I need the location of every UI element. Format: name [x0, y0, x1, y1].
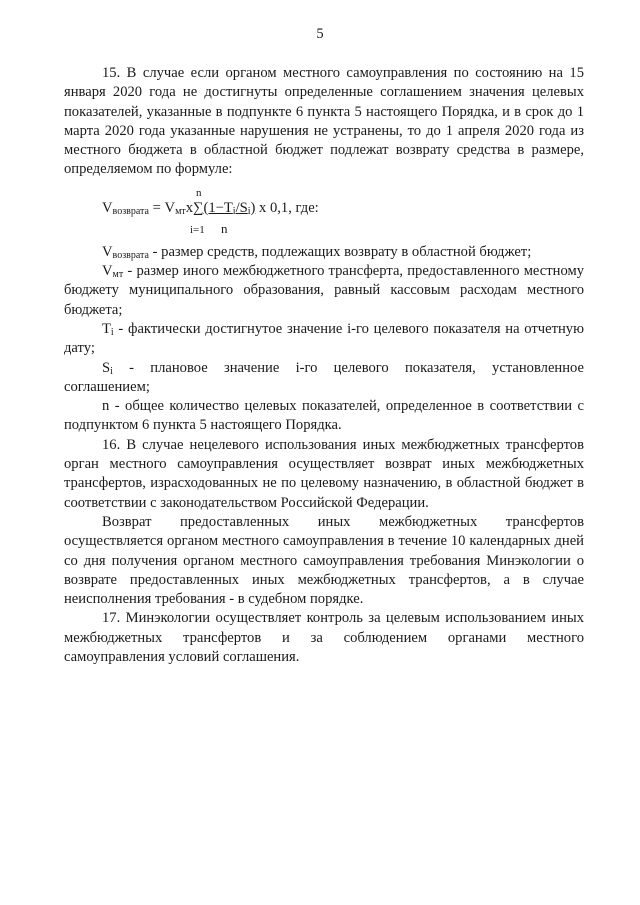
- paragraph-17: 17. Минэкологии осуществляет контроль за целевым использованием иных межбюджетных трансфертов и за соблюдением органами местного самоуправления условий соглашения.: [64, 610, 584, 666]
- definition-t-text: - фактически достигнутое значение i-го целевого показателя на отчетную дату;: [64, 320, 584, 357]
- formula-sigma: ∑: [193, 199, 204, 216]
- formula-s-subscript: i: [247, 205, 251, 217]
- definition-t: [64, 320, 584, 359]
- formula-t-subscript: i: [232, 205, 236, 217]
- formula-sum-upper-limit: n: [196, 186, 202, 199]
- definition-t-term: [102, 321, 114, 337]
- formula-denominator: n: [221, 220, 228, 236]
- formula-numerator: [203, 200, 255, 216]
- definition-n: n - общее количество целевых показателей, определенное в соответствии с подпунктом 6 пункта 5 настоящего Порядка.: [64, 398, 584, 434]
- formula: [64, 184, 584, 242]
- definition-vmt-subscript: мт: [112, 269, 124, 281]
- document-body: [64, 64, 584, 667]
- definition-vmt-symbol: V: [102, 263, 113, 280]
- definition-v-term: [102, 244, 149, 260]
- definition-t-symbol: T: [102, 320, 111, 337]
- formula-lhs-symbol: V: [102, 199, 113, 216]
- formula-tail: x 0,1, где:: [255, 199, 319, 216]
- definition-vmt-text: - размер иного межбюджетного трансферта, предоставленного местному бюджету муниципального образования, равный кассовым расходам местного бюджета;: [64, 263, 584, 318]
- page-number: 5: [316, 26, 324, 42]
- formula-lhs-subscript: возврата: [112, 205, 149, 217]
- paragraph-16-return: Возврат предоставленных иных межбюджетных трансфертов осуществляется органом местного самоуправления в течение 10 календарных дней со дня получения органом местного самоуправления требования Минэкологии о возврате предоставленных иных межбюджетных трансфертов, а в случае неисполнения требования - в судебном порядке.: [64, 513, 584, 608]
- definition-vmt: [64, 262, 584, 320]
- formula-times: x: [185, 199, 194, 216]
- definition-v-subscript: возврата: [112, 249, 149, 261]
- definition-s-term: [102, 360, 113, 376]
- definition-v-symbol: V: [102, 243, 113, 260]
- definition-s-subscript: i: [110, 365, 113, 377]
- formula-main-line: [102, 199, 319, 218]
- formula-vmt-symbol: V: [164, 199, 176, 216]
- formula-equals: =: [148, 199, 165, 216]
- paragraph-15: 15. В случае если органом местного самоуправления по состоянию на 15 января 2020 года не достигнуты определенные соглашением значения целевых показателей, указанные в подпункте 6 пункта 5 настоящего Порядка, и в срок до 1 марта 2020 года указанные нарушения не устранены, то до 1 апреля 2020 года из местного бюджета в областной бюджет подлежат возврату средства в размере, определяемом по формуле:: [64, 65, 584, 178]
- paragraph-16: 16. В случае нецелевого использования иных межбюджетных трансфертов орган местного самоуправления осуществляет возврат иных межбюджетных трансфертов, израсходованных не по целевому назначению, в областной бюджет в соответствии с законодательством Российской Федерации.: [64, 436, 584, 511]
- definition-s-symbol: S: [102, 359, 111, 376]
- formula-close-paren: ): [250, 199, 256, 216]
- definition-v-text: - размер средств, подлежащих возврату в областной бюджет;: [148, 243, 532, 260]
- formula-sum-lower-limit: i=1: [190, 223, 205, 236]
- formula-slash-s: /S: [235, 199, 248, 216]
- definition-s-text: - плановое значение i-го целевого показателя, установленное соглашением;: [64, 359, 584, 395]
- formula-vmt-subscript: мт: [175, 205, 186, 217]
- definition-t-subscript: i: [110, 326, 114, 338]
- definition-s: [64, 359, 584, 398]
- definition-v-return: [64, 243, 584, 262]
- definition-vmt-term: [102, 263, 123, 279]
- formula-numerator-text: (1−T: [203, 199, 233, 216]
